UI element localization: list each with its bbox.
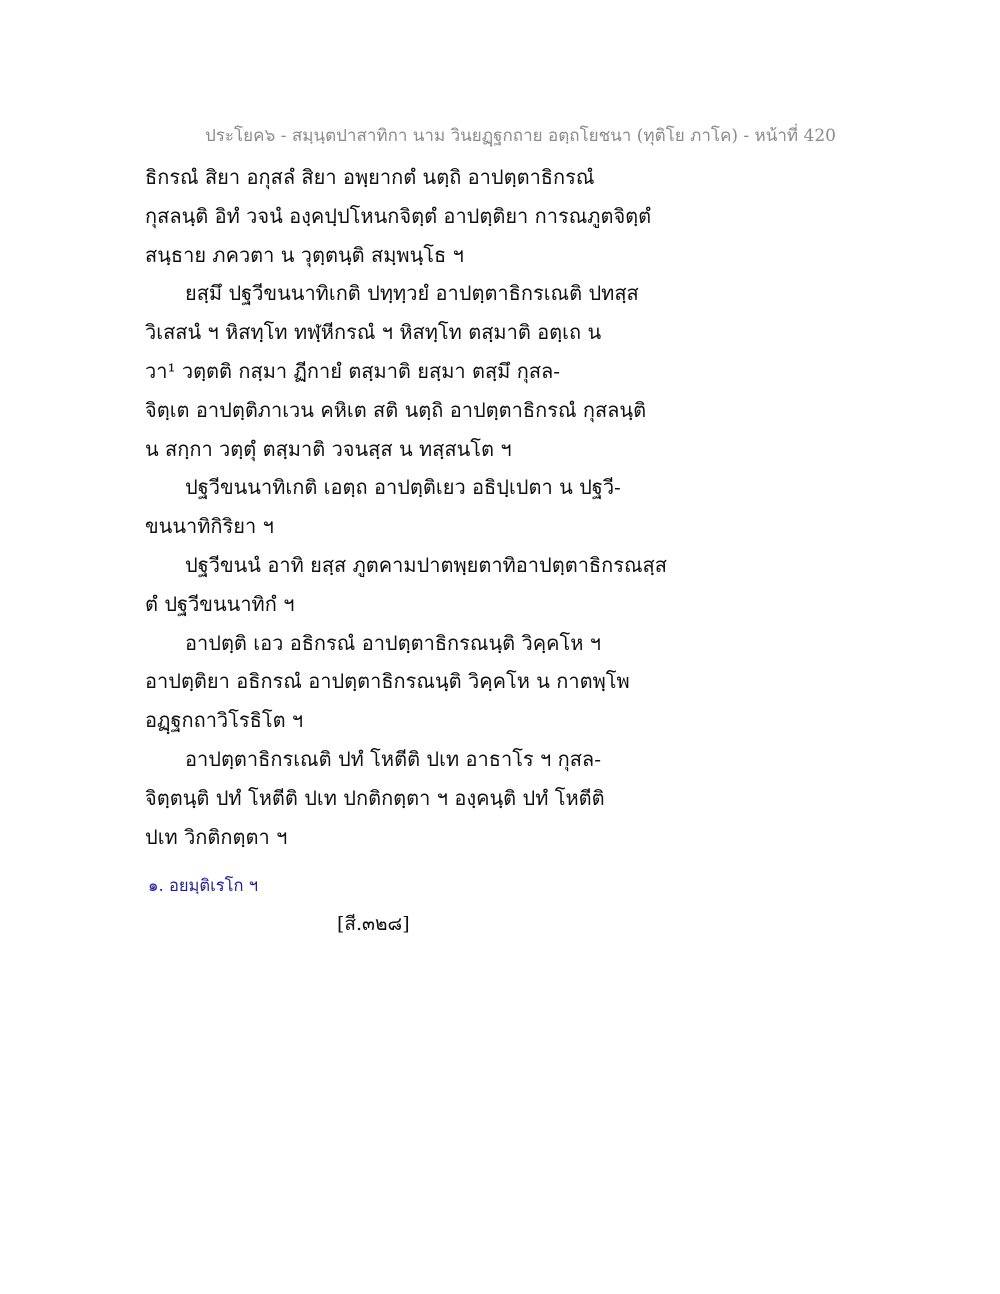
text-line: วา¹ วตฺตติ กสฺมา ฏีกายํ ตสฺมาติ ยสฺมา ตสฺมึ กุสล- — [145, 358, 561, 383]
text-line-indented: อาปตฺตาธิกรเณติ ปทํ โหตีติ ปเท อาธาโร ฯ กุสล- — [185, 746, 601, 771]
text-line: ตํ ปฐวีขนนาทิกํ ฯ — [145, 591, 295, 616]
text-line: ปเท วิกติกตฺตา ฯ — [145, 824, 288, 849]
text-line: ขนนาทิกิริยา ฯ — [145, 514, 274, 539]
text-line-indented: ยสฺมึ ปฐวีขนนาทิเกติ ปทฺทฺวยํ อาปตฺตาธิกรเณติ ปทสฺส — [185, 281, 639, 306]
text-line: สนฺธาย ภควตา น วุตฺตนฺติ สมฺพนฺโธ ฯ — [145, 242, 464, 267]
text-line: ธิกรณํ สิยา อกุสลํ สิยา อพฺยากตํ นตฺถิ อาปตฺตาธิกรณํ — [145, 165, 595, 189]
text-line: อาปตฺติยา อธิกรณํ อาปตฺตาธิกรณนฺติ วิคฺคโห น กาตพฺโพ — [145, 669, 630, 694]
page-reference: [สี.๓๒๘] — [337, 913, 410, 935]
text-line: วิเสสนํ ฯ หิสทฺโท ทฬฺหีกรณํ ฯ หิสทฺโท ตสฺมาติ อตฺเถ น — [145, 320, 602, 345]
text-line-indented: อาปตฺติ เอว อธิกรณํ อาปตฺตาธิกรณนฺติ วิคฺคโห ฯ — [185, 630, 601, 655]
text-line-indented: ปฐวีขนนาทิเกติ เอตฺถ อาปตฺติเยว อธิปฺเปตา น ปฐวี- — [185, 475, 621, 500]
text-line-indented: ปฐวีขนนํ อาทิ ยสฺส ภูตคามปาตพฺยตาทิอาปตฺตาธิกรณสฺส — [185, 552, 667, 577]
running-header: ประโยค๖ - สมฺนฺตปาสาทิกา นาม วินยฏฺฐกถาย อตฺถโยชนา (ทุติโย ภาโค) - หน้าที่ 420 — [205, 126, 836, 146]
text-line: จิตฺเต อาปตฺติภาเวน คหิเต สติ นตฺถิ อาปตฺตาธิกรณํ กุสลนฺติ — [145, 397, 647, 422]
footnote: ๑. อยมฺติเรโก ฯ — [148, 876, 258, 895]
text-line: อฏฺฐกถาวิโรธิโต ฯ — [145, 708, 304, 733]
text-line: น สกฺกา วตฺตุํ ตสฺมาติ วจนสฺส น ทสฺสนโต ฯ — [145, 436, 512, 461]
text-line: กุสลนฺติ อิทํ วจนํ องฺคปฺปโหนกจิตฺตํ อาปตฺติยา การณภูตจิตฺตํ — [145, 203, 652, 228]
text-line: จิตฺตนฺติ ปทํ โหตีติ ปเท ปกติกตฺตา ฯ องฺคนฺติ ปทํ โหตีติ — [145, 785, 605, 810]
body-text — [145, 158, 785, 856]
